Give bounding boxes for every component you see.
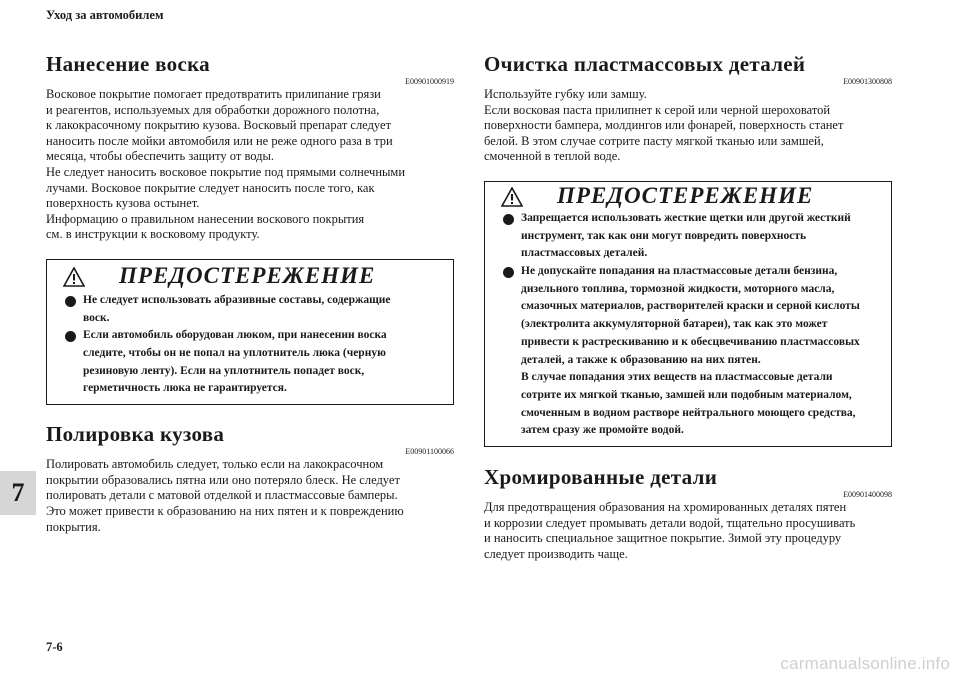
text-line: месяца, чтобы обеспечить защиту от воды. — [46, 149, 275, 164]
text-line: Если автомобиль оборудован люком, при нанесении воска — [83, 329, 387, 342]
warning-triangle-icon — [501, 187, 523, 207]
text-line: привести к растрескиванию и к обесцвечиванию пластмассовых — [521, 335, 860, 348]
section-title-plastic: Очистка пластмассовых деталей — [484, 52, 806, 76]
section-body-chrome — [484, 500, 892, 562]
text-line: Не допускайте попадания на пластмассовые детали бензина, — [521, 265, 838, 278]
caution-item — [83, 327, 439, 398]
bullet-icon — [65, 331, 76, 342]
text-line: пластмассовых деталей. — [521, 247, 648, 260]
page-number: 7-6 — [46, 640, 63, 654]
text-line: полировать детали с матовой отделкой и пластмассовые бамперы. — [46, 488, 398, 503]
chapter-tab: 7 — [0, 471, 36, 515]
text-line: В случае попадания этих веществ на пластмассовые детали — [521, 371, 833, 384]
text-line: Не следует использовать абразивные составы, содержащие — [83, 293, 391, 306]
section-body-polishing — [46, 457, 454, 535]
caution-note — [521, 369, 877, 440]
text-line: Если восковая паста прилипнет к серой или черной шероховатой — [484, 102, 831, 117]
caution-header — [47, 260, 453, 292]
caution-title: ПРЕДОСТЕРЕЖЕНИЕ — [557, 182, 814, 208]
text-line: (электролита аккумуляторной батареи), так как это может — [521, 318, 828, 331]
running-head: Уход за автомобилем — [46, 8, 164, 22]
caution-item — [521, 210, 877, 263]
text-line: Информацию о правильном нанесении воскового покрытия — [46, 211, 365, 226]
caution-header — [485, 182, 891, 210]
caution-title: ПРЕДОСТЕРЕЖЕНИЕ — [119, 262, 376, 288]
caution-item — [521, 263, 877, 440]
text-line: поверхности бампера, молдингов или фонарей, поверхность станет — [484, 118, 844, 133]
text-line: Запрещается использовать жесткие щетки или другой жесткий — [521, 211, 851, 224]
text-line: и реагентов, используемых для обработки дорожного полотна, — [46, 102, 380, 117]
text-line: Не следует наносить восковое покрытие под прямыми солнечными — [46, 164, 406, 179]
text-line: покрытия. — [46, 519, 101, 534]
text-line: к лакокрасочному покрытию кузова. Восковый препарат следует — [46, 118, 392, 133]
text-line: Используйте губку или замшу. — [484, 87, 647, 101]
text-line: Для предотвращения образования на хромированных деталях пятен — [484, 500, 847, 515]
caution-item — [83, 292, 439, 327]
text-line: воск. — [83, 311, 110, 324]
watermark: carmanualsonline.info — [780, 654, 950, 673]
text-line: и наносить специальное защитное покрытие. Зимой эту процедуру — [484, 531, 842, 546]
text-line: сотрите их мягкой тканью, замшей или подобным материалом, — [521, 389, 852, 401]
section-title-polishing: Полировка кузова — [46, 422, 225, 447]
bullet-icon — [65, 296, 76, 307]
right-column — [484, 52, 892, 562]
caution-box-plastic — [484, 181, 892, 447]
text-line: Полировать автомобиль следует, только если на лакокрасочном — [46, 457, 384, 472]
left-column — [46, 52, 454, 535]
caution-box-waxing — [46, 259, 454, 405]
text-line: следует производить чаще. — [484, 546, 628, 561]
caution-list — [485, 210, 891, 446]
section-code-chrome: E00901400098 — [843, 490, 892, 500]
section-title-waxing: Нанесение воска — [46, 52, 210, 76]
text-line: Восковое покрытие помогает предотвратить прилипание грязи — [46, 87, 381, 101]
section-title-chrome: Хромированные детали — [484, 465, 718, 490]
section-code-waxing: E00901000919 — [405, 77, 454, 86]
bullet-icon — [503, 214, 514, 225]
text-line: резиновую ленту). Если на уплотнитель попадет воск, — [83, 364, 365, 377]
bullet-icon — [503, 267, 514, 278]
text-line: затем сразу же промойте водой. — [521, 424, 684, 437]
text-line: покрытии образовались пятна или оно потеряло блеск. Не следует — [46, 472, 400, 487]
section-code-polishing: E00901100066 — [405, 447, 454, 457]
caution-list — [47, 292, 453, 404]
text-line: смоченной в теплой воде. — [484, 149, 621, 164]
text-line: лучами. Восковое покрытие следует наносить после того, как — [46, 180, 375, 195]
section-waxing — [46, 52, 454, 243]
text-line: и коррозии следует промывать детали водой, тщательно просушивать — [484, 515, 856, 530]
text-line: деталей, а также к образованию на них пятен. — [521, 353, 761, 366]
section-code-plastic: E00901300808 — [843, 77, 892, 86]
text-line: наносить после мойки автомобиля или не реже одного раза в три — [46, 133, 393, 148]
text-line: поверхность кузова остынет. — [46, 196, 200, 211]
section-body-waxing — [46, 87, 454, 243]
warning-triangle-icon — [63, 267, 85, 287]
text-line: следите, чтобы он не попал на уплотнитель люка (черную — [83, 347, 386, 360]
text-line: смазочных материалов, растворителей краски и серной кислоты — [521, 300, 860, 313]
text-line: см. в инструкции к восковому продукту. — [46, 227, 260, 242]
section-chrome — [484, 465, 892, 562]
section-body-plastic — [484, 87, 892, 165]
text-line: Это может привести к образованию на них пятен и к повреждению — [46, 503, 404, 518]
text-line: инструмент, так как они могут повредить поверхность — [521, 229, 807, 242]
text-line: смоченным в водном растворе нейтрального моющего средства, — [521, 406, 856, 419]
text-line: дизельного топлива, тормозной жидкости, моторного масла, — [521, 282, 835, 295]
section-plastic — [484, 52, 892, 165]
section-polishing — [46, 422, 454, 535]
text-line: герметичность люка не гарантируется. — [83, 382, 287, 395]
text-line: белой. В этом случае сотрите пасту мягкой тканью или замшей, — [484, 133, 824, 148]
